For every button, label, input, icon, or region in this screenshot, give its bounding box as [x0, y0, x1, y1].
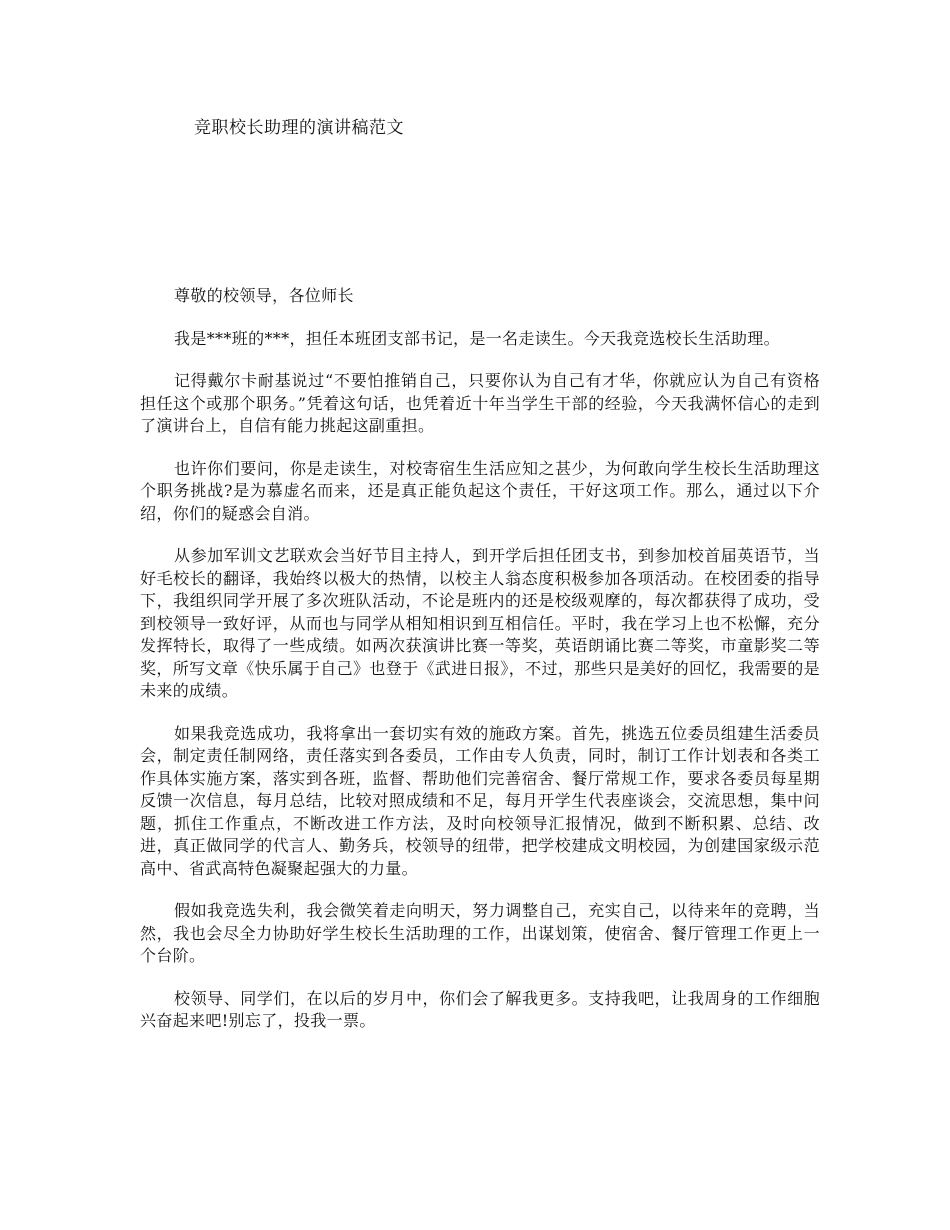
- paragraph-plan: 如果我竞选成功，我将拿出一套切实有效的施政方案。首先，挑选五位委员组建生活委员会，制定责任制网络，责任落实到各委员，工作由专人负责，同时，制订工作计划表和各类工作具体实施方案，落实到各班，监督、帮助他们完善宿舍、餐厅常规工作，要求各委员每星期反馈一次信息，每月总结，比较对照成绩和不足，每月开学生代表座谈会，交流思想，集中问题，抓住工作重点，不断改进工作方法，及时向校领导汇报情况，做到不断积累、总结、改进，真正做同学的代言人、勤务兵，校领导的纽带，把学校建成文明校园，为创建国家级示范高中、省武高特色凝聚起强大的力量。: [140, 723, 820, 878]
- document-body: [140, 285, 820, 1053]
- paragraph-salutation: 尊敬的校领导，各位师长: [174, 286, 354, 305]
- document-title: 竞职校长助理的演讲稿范文: [194, 118, 404, 138]
- paragraph-closing: 校领导、同学们，在以后的岁月中，你们会了解我更多。支持我吧，让我周身的工作细胞兴奋起来吧!别忘了，投我一票。: [140, 988, 820, 1030]
- paragraph-experience: 从参加军训文艺联欢会当好节目主持人，到开学后担任团支书，到参加校首届英语节，当好毛校长的翻译，我始终以极大的热情，以校主人翁态度积极参加各项活动。在校团委的指导下，我组织同学开展了多次班队活动，不论是班内的还是校级观摩的，每次都获得了成功，受到校领导一致好评，从而也与同学从相知相识到互相信任。平时，我在学习上也不松懈，充分发挥特长，取得了一些成绩。如两次获演讲比赛一等奖，英语朗诵比赛二等奖，市童影奖二等奖，所写文章《快乐属于自己》也登于《武进日报》，不过，那些只是美好的回忆，我需要的是未来的成绩。: [140, 546, 820, 700]
- paragraph-question: 也许你们要问，你是走读生，对校寄宿生生活应知之甚少，为何敢向学生校长生活助理这个职务挑战?是为慕虚名而来，还是真正能负起这个责任，干好这项工作。那么，通过以下介绍，你们的疑惑会自消。: [140, 458, 820, 523]
- paragraph-carnegie-quote: 记得戴尔卡耐基说过“不要怕推销自己，只要你认为自己有才华，你就应认为自己有资格担任这个或那个职务。”凭着这句话，也凭着近十年当学生干部的经验，今天我满怀信心的走到了演讲台上，自信有能力挑起这副重担。: [140, 371, 820, 435]
- paragraph-introduction: 我是***班的***，担任本班团支部书记，是一名走读生。今天我竞选校长生活助理。: [174, 328, 781, 348]
- paragraph-if-fail: 假如我竞选失利，我会微笑着走向明天，努力调整自己，充实自己，以待来年的竞聘，当然，我也会尽全力协助好学生校长生活助理的工作，出谋划策，使宿舍、餐厅管理工作更上一个台阶。: [140, 901, 820, 965]
